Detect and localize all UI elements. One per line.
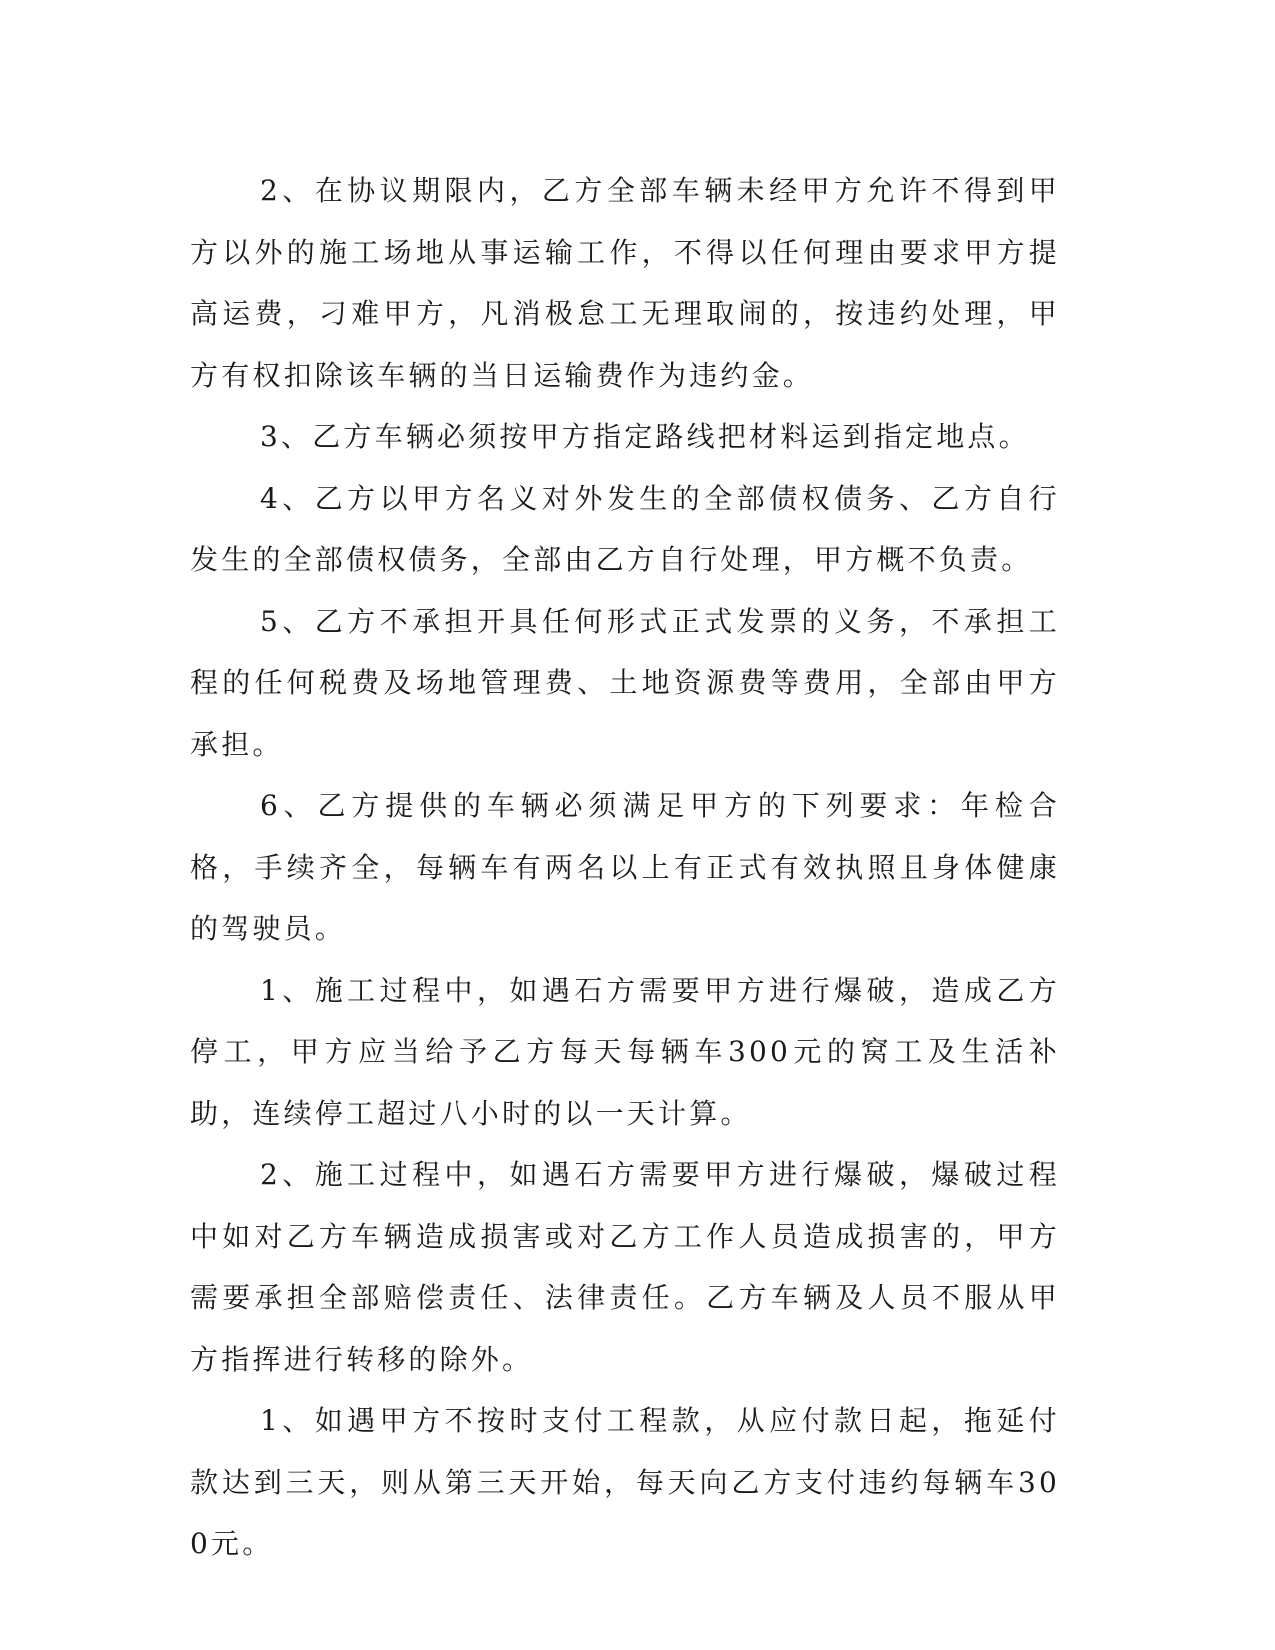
paragraph-clause-2: 2、在协议期限内，乙方全部车辆未经甲方允许不得到甲方以外的施工场地从事运输工作，不得以任何理由要求甲方提高运费，刁难甲方，凡消极怠工无理取闹的，按违约处理，甲方有权扣除该车辆的当日运输费作为违约金。 xyxy=(190,174,1060,392)
paragraph-clause-5: 5、乙方不承担开具任何形式正式发票的义务，不承担工程的任何税费及场地管理费、土地资源费等费用，全部由甲方承担。 xyxy=(190,604,1060,761)
paragraph-blasting-damage: 2、施工过程中，如遇石方需要甲方进行爆破，爆破过程中如对乙方车辆造成损害或对乙方工作人员造成损害的，甲方需要承担全部赔偿责任、法律责任。乙方车辆及人员不服从甲方指挥进行转移的除外。 xyxy=(190,1158,1060,1376)
paragraph-clause-3: 3、乙方车辆必须按甲方指定路线把材料运到指定地点。 xyxy=(260,420,1030,453)
paragraph-blasting-downtime: 1、施工过程中，如遇石方需要甲方进行爆破，造成乙方停工，甲方应当给予乙方每天每辆车300元的窝工及生活补助，连续停工超过八小时的以一天计算。 xyxy=(190,973,1060,1130)
document-body xyxy=(190,160,1060,1575)
paragraph-clause-6: 6、乙方提供的车辆必须满足甲方的下列要求：年检合格，手续齐全，每辆车有两名以上有正式有效执照且身体健康的驾驶员。 xyxy=(190,789,1060,945)
paragraph-late-payment: 1、如遇甲方不按时支付工程款，从应付款日起，拖延付款达到三天，则从第三天开始，每天向乙方支付违约每辆车300元。 xyxy=(190,1404,1060,1560)
paragraph-clause-4: 4、乙方以甲方名义对外发生的全部债权债务、乙方自行发生的全部债权债务，全部由乙方自行处理，甲方概不负责。 xyxy=(190,481,1060,576)
